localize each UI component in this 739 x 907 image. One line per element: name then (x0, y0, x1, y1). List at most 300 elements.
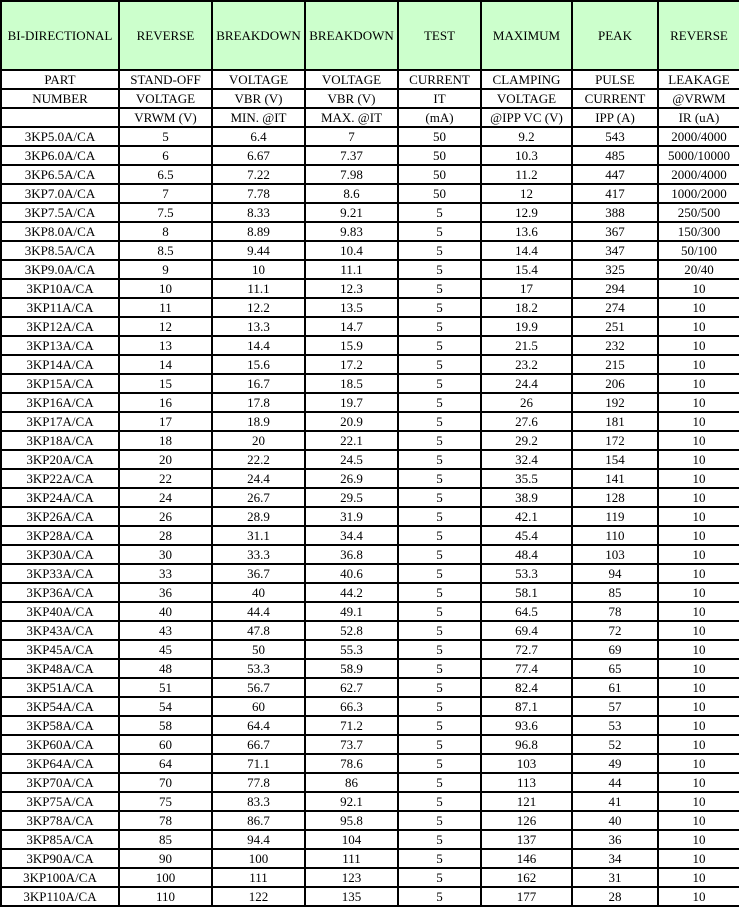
table-row (1, 222, 739, 241)
part-number-cell: 3KP64A/CA (1, 754, 119, 773)
part-number-cell: 3KP6.5A/CA (1, 165, 119, 184)
part-number-cell: 3KP100A/CA (1, 868, 119, 887)
value-cell: 146 (481, 849, 572, 868)
value-cell: 10 (658, 317, 739, 336)
value-cell: 40 (212, 583, 305, 602)
value-cell: 13.6 (481, 222, 572, 241)
value-cell: 71.2 (305, 716, 398, 735)
value-cell: 12.3 (305, 279, 398, 298)
part-number-cell: 3KP20A/CA (1, 450, 119, 469)
sub-header-cell: VOLTAGE (481, 89, 572, 108)
value-cell: 8.33 (212, 203, 305, 222)
table-row (1, 564, 739, 583)
table-row (1, 203, 739, 222)
value-cell: 15.9 (305, 336, 398, 355)
value-cell: 10 (658, 488, 739, 507)
value-cell: 56.7 (212, 678, 305, 697)
value-cell: 18 (119, 431, 212, 450)
value-cell: 10 (658, 298, 739, 317)
value-cell: 35.5 (481, 469, 572, 488)
value-cell: 294 (572, 279, 658, 298)
value-cell: 7.22 (212, 165, 305, 184)
value-cell: 86.7 (212, 811, 305, 830)
value-cell: 90 (119, 849, 212, 868)
sub-header-cell: LEAKAGE (658, 70, 739, 89)
table-body (1, 127, 739, 906)
table-row (1, 355, 739, 374)
value-cell: 251 (572, 317, 658, 336)
value-cell: 150/300 (658, 222, 739, 241)
value-cell: 8 (119, 222, 212, 241)
value-cell: 58.9 (305, 659, 398, 678)
value-cell: 177 (481, 887, 572, 906)
value-cell: 20.9 (305, 412, 398, 431)
value-cell: 48.4 (481, 545, 572, 564)
value-cell: 5 (398, 203, 481, 222)
value-cell: 50/100 (658, 241, 739, 260)
value-cell: 6 (119, 146, 212, 165)
part-number-cell: 3KP30A/CA (1, 545, 119, 564)
value-cell: 10 (658, 773, 739, 792)
table-row (1, 488, 739, 507)
value-cell: 24.4 (481, 374, 572, 393)
value-cell: 42.1 (481, 507, 572, 526)
value-cell: 10 (658, 279, 739, 298)
value-cell: 14.7 (305, 317, 398, 336)
sub-header-cell: MAX. @IT (305, 108, 398, 127)
value-cell: 28 (572, 887, 658, 906)
value-cell: 8.5 (119, 241, 212, 260)
value-cell: 64.4 (212, 716, 305, 735)
value-cell: 8.6 (305, 184, 398, 203)
value-cell: 5 (398, 355, 481, 374)
table-row (1, 602, 739, 621)
value-cell: 100 (119, 868, 212, 887)
value-cell: 20 (119, 450, 212, 469)
value-cell: 128 (572, 488, 658, 507)
value-cell: 10 (658, 355, 739, 374)
group-header-cell: PEAK (572, 1, 658, 70)
value-cell: 5 (398, 317, 481, 336)
part-number-cell: 3KP18A/CA (1, 431, 119, 450)
value-cell: 36 (119, 583, 212, 602)
value-cell: 104 (305, 830, 398, 849)
value-cell: 34 (572, 849, 658, 868)
value-cell: 9.21 (305, 203, 398, 222)
value-cell: 30 (119, 545, 212, 564)
group-header-cell: TEST (398, 1, 481, 70)
value-cell: 100 (212, 849, 305, 868)
part-number-cell: 3KP85A/CA (1, 830, 119, 849)
value-cell: 5 (398, 393, 481, 412)
value-cell: 162 (481, 868, 572, 887)
value-cell: 50 (398, 184, 481, 203)
part-number-cell: 3KP24A/CA (1, 488, 119, 507)
value-cell: 87.1 (481, 697, 572, 716)
value-cell: 122 (212, 887, 305, 906)
table-row (1, 241, 739, 260)
value-cell: 10 (658, 697, 739, 716)
sub-header-row (1, 89, 739, 108)
value-cell: 5 (398, 374, 481, 393)
value-cell: 83.3 (212, 792, 305, 811)
part-number-cell: 3KP15A/CA (1, 374, 119, 393)
value-cell: 274 (572, 298, 658, 317)
sub-header-row (1, 70, 739, 89)
value-cell: 23.2 (481, 355, 572, 374)
value-cell: 7 (305, 127, 398, 146)
value-cell: 49 (572, 754, 658, 773)
value-cell: 10 (658, 830, 739, 849)
table-row (1, 545, 739, 564)
value-cell: 11 (119, 298, 212, 317)
value-cell: 5 (398, 887, 481, 906)
value-cell: 31.1 (212, 526, 305, 545)
part-number-cell: 3KP17A/CA (1, 412, 119, 431)
part-number-cell: 3KP110A/CA (1, 887, 119, 906)
sub-header-cell: VOLTAGE (305, 70, 398, 89)
value-cell: 2000/4000 (658, 165, 739, 184)
sub-header-cell: VOLTAGE (212, 70, 305, 89)
part-number-cell: 3KP5.0A/CA (1, 127, 119, 146)
table-row (1, 868, 739, 887)
value-cell: 10 (658, 507, 739, 526)
value-cell: 15 (119, 374, 212, 393)
value-cell: 5 (398, 279, 481, 298)
table-row (1, 165, 739, 184)
value-cell: 48 (119, 659, 212, 678)
value-cell: 7.78 (212, 184, 305, 203)
value-cell: 10 (658, 393, 739, 412)
value-cell: 110 (572, 526, 658, 545)
value-cell: 16.7 (212, 374, 305, 393)
value-cell: 92.1 (305, 792, 398, 811)
value-cell: 13 (119, 336, 212, 355)
value-cell: 5 (398, 830, 481, 849)
value-cell: 215 (572, 355, 658, 374)
part-number-cell: 3KP14A/CA (1, 355, 119, 374)
value-cell: 5 (398, 678, 481, 697)
table-row (1, 336, 739, 355)
value-cell: 367 (572, 222, 658, 241)
part-number-cell: 3KP78A/CA (1, 811, 119, 830)
value-cell: 10 (658, 450, 739, 469)
value-cell: 52 (572, 735, 658, 754)
table-row (1, 716, 739, 735)
value-cell: 12.9 (481, 203, 572, 222)
value-cell: 485 (572, 146, 658, 165)
value-cell: 5 (398, 431, 481, 450)
value-cell: 103 (481, 754, 572, 773)
value-cell: 85 (119, 830, 212, 849)
value-cell: 6.67 (212, 146, 305, 165)
value-cell: 9 (119, 260, 212, 279)
value-cell: 141 (572, 469, 658, 488)
value-cell: 13.5 (305, 298, 398, 317)
sub-header-cell: CLAMPING (481, 70, 572, 89)
value-cell: 388 (572, 203, 658, 222)
value-cell: 29.5 (305, 488, 398, 507)
group-header-cell: REVERSE (658, 1, 739, 70)
value-cell: 43 (119, 621, 212, 640)
value-cell: 9.44 (212, 241, 305, 260)
sub-header-cell: IT (398, 89, 481, 108)
value-cell: 8.89 (212, 222, 305, 241)
value-cell: 55.3 (305, 640, 398, 659)
value-cell: 26 (119, 507, 212, 526)
value-cell: 41 (572, 792, 658, 811)
value-cell: 16 (119, 393, 212, 412)
value-cell: 5 (398, 450, 481, 469)
value-cell: 85 (572, 583, 658, 602)
table-row (1, 640, 739, 659)
group-header-row (1, 1, 739, 70)
part-number-cell: 3KP70A/CA (1, 773, 119, 792)
sub-header-cell (1, 108, 119, 127)
sub-header-cell: VBR (V) (212, 89, 305, 108)
table-row (1, 583, 739, 602)
value-cell: 12.2 (212, 298, 305, 317)
table-row (1, 621, 739, 640)
value-cell: 86 (305, 773, 398, 792)
table-row (1, 450, 739, 469)
value-cell: 137 (481, 830, 572, 849)
value-cell: 24.4 (212, 469, 305, 488)
value-cell: 543 (572, 127, 658, 146)
part-number-cell: 3KP8.0A/CA (1, 222, 119, 241)
value-cell: 9.2 (481, 127, 572, 146)
value-cell: 75 (119, 792, 212, 811)
value-cell: 5 (398, 583, 481, 602)
value-cell: 7.37 (305, 146, 398, 165)
value-cell: 10 (658, 526, 739, 545)
table-row (1, 887, 739, 906)
value-cell: 1000/2000 (658, 184, 739, 203)
value-cell: 5 (398, 602, 481, 621)
value-cell: 57 (572, 697, 658, 716)
value-cell: 5 (398, 849, 481, 868)
value-cell: 10 (658, 754, 739, 773)
table-row (1, 279, 739, 298)
value-cell: 32.4 (481, 450, 572, 469)
value-cell: 31.9 (305, 507, 398, 526)
part-number-cell: 3KP58A/CA (1, 716, 119, 735)
value-cell: 26.9 (305, 469, 398, 488)
group-header-cell: REVERSE (119, 1, 212, 70)
value-cell: 14.4 (481, 241, 572, 260)
value-cell: 36.8 (305, 545, 398, 564)
value-cell: 7.98 (305, 165, 398, 184)
value-cell: 10 (658, 811, 739, 830)
value-cell: 181 (572, 412, 658, 431)
sub-header-cell: MIN. @IT (212, 108, 305, 127)
table-row (1, 374, 739, 393)
value-cell: 5 (398, 868, 481, 887)
value-cell: 77.8 (212, 773, 305, 792)
part-number-cell: 3KP90A/CA (1, 849, 119, 868)
value-cell: 10 (658, 602, 739, 621)
value-cell: 123 (305, 868, 398, 887)
sub-header-cell: CURRENT (572, 89, 658, 108)
sub-header-cell: VOLTAGE (119, 89, 212, 108)
sub-header-cell: (mA) (398, 108, 481, 127)
table-header (1, 1, 739, 127)
table-row (1, 678, 739, 697)
value-cell: 45.4 (481, 526, 572, 545)
value-cell: 73.7 (305, 735, 398, 754)
part-number-cell: 3KP10A/CA (1, 279, 119, 298)
value-cell: 232 (572, 336, 658, 355)
value-cell: 93.6 (481, 716, 572, 735)
group-header-cell: BI-DIRECTIONAL (1, 1, 119, 70)
value-cell: 5 (398, 336, 481, 355)
table-row (1, 127, 739, 146)
table-row (1, 507, 739, 526)
value-cell: 61 (572, 678, 658, 697)
value-cell: 5 (398, 526, 481, 545)
value-cell: 22 (119, 469, 212, 488)
value-cell: 5 (398, 222, 481, 241)
part-number-cell: 3KP40A/CA (1, 602, 119, 621)
value-cell: 5 (398, 469, 481, 488)
part-number-cell: 3KP26A/CA (1, 507, 119, 526)
table-row (1, 469, 739, 488)
value-cell: 5 (398, 659, 481, 678)
value-cell: 5 (398, 792, 481, 811)
sub-header-cell: PULSE (572, 70, 658, 89)
value-cell: 10 (658, 621, 739, 640)
part-number-cell: 3KP16A/CA (1, 393, 119, 412)
value-cell: 72 (572, 621, 658, 640)
value-cell: 94.4 (212, 830, 305, 849)
value-cell: 10 (658, 469, 739, 488)
value-cell: 95.8 (305, 811, 398, 830)
value-cell: 78 (119, 811, 212, 830)
value-cell: 2000/4000 (658, 127, 739, 146)
table-row (1, 184, 739, 203)
value-cell: 50 (398, 165, 481, 184)
sub-header-cell: STAND-OFF (119, 70, 212, 89)
value-cell: 5 (398, 241, 481, 260)
value-cell: 44.4 (212, 602, 305, 621)
part-number-cell: 3KP7.5A/CA (1, 203, 119, 222)
table-row (1, 659, 739, 678)
value-cell: 10 (658, 564, 739, 583)
value-cell: 10.3 (481, 146, 572, 165)
value-cell: 5 (398, 640, 481, 659)
value-cell: 22.1 (305, 431, 398, 450)
value-cell: 10 (658, 849, 739, 868)
value-cell: 96.8 (481, 735, 572, 754)
value-cell: 447 (572, 165, 658, 184)
value-cell: 5 (398, 754, 481, 773)
sub-header-cell: IPP (A) (572, 108, 658, 127)
table-row (1, 526, 739, 545)
value-cell: 64 (119, 754, 212, 773)
value-cell: 10 (658, 735, 739, 754)
value-cell: 10 (658, 678, 739, 697)
sub-header-cell: IR (uA) (658, 108, 739, 127)
value-cell: 121 (481, 792, 572, 811)
value-cell: 12 (119, 317, 212, 336)
value-cell: 5000/10000 (658, 146, 739, 165)
value-cell: 53.3 (481, 564, 572, 583)
value-cell: 47.8 (212, 621, 305, 640)
value-cell: 58.1 (481, 583, 572, 602)
value-cell: 22.2 (212, 450, 305, 469)
value-cell: 5 (398, 811, 481, 830)
part-number-cell: 3KP51A/CA (1, 678, 119, 697)
value-cell: 20/40 (658, 260, 739, 279)
value-cell: 111 (212, 868, 305, 887)
value-cell: 40.6 (305, 564, 398, 583)
value-cell: 17.2 (305, 355, 398, 374)
value-cell: 172 (572, 431, 658, 450)
value-cell: 18.5 (305, 374, 398, 393)
value-cell: 347 (572, 241, 658, 260)
table-row (1, 849, 739, 868)
value-cell: 10 (658, 792, 739, 811)
table-row (1, 146, 739, 165)
value-cell: 12 (481, 184, 572, 203)
part-number-cell: 3KP45A/CA (1, 640, 119, 659)
part-number-cell: 3KP48A/CA (1, 659, 119, 678)
value-cell: 5 (398, 621, 481, 640)
value-cell: 28.9 (212, 507, 305, 526)
part-number-cell: 3KP54A/CA (1, 697, 119, 716)
value-cell: 5 (398, 735, 481, 754)
value-cell: 33 (119, 564, 212, 583)
value-cell: 24 (119, 488, 212, 507)
value-cell: 62.7 (305, 678, 398, 697)
sub-header-row (1, 108, 739, 127)
value-cell: 17 (119, 412, 212, 431)
value-cell: 82.4 (481, 678, 572, 697)
table-row (1, 792, 739, 811)
value-cell: 5 (398, 298, 481, 317)
value-cell: 10 (658, 431, 739, 450)
part-number-cell: 3KP9.0A/CA (1, 260, 119, 279)
value-cell: 5 (398, 697, 481, 716)
value-cell: 5 (398, 773, 481, 792)
table-row (1, 317, 739, 336)
value-cell: 50 (212, 640, 305, 659)
value-cell: 58 (119, 716, 212, 735)
value-cell: 45 (119, 640, 212, 659)
table-row (1, 735, 739, 754)
value-cell: 11.1 (212, 279, 305, 298)
group-header-cell: BREAKDOWN (305, 1, 398, 70)
value-cell: 33.3 (212, 545, 305, 564)
value-cell: 36.7 (212, 564, 305, 583)
value-cell: 60 (212, 697, 305, 716)
value-cell: 18.9 (212, 412, 305, 431)
value-cell: 10 (658, 374, 739, 393)
value-cell: 110 (119, 887, 212, 906)
sub-header-cell: NUMBER (1, 89, 119, 108)
value-cell: 69 (572, 640, 658, 659)
value-cell: 52.8 (305, 621, 398, 640)
group-header-cell: BREAKDOWN (212, 1, 305, 70)
table-row (1, 298, 739, 317)
value-cell: 24.5 (305, 450, 398, 469)
value-cell: 11.1 (305, 260, 398, 279)
value-cell: 44.2 (305, 583, 398, 602)
value-cell: 325 (572, 260, 658, 279)
value-cell: 31 (572, 868, 658, 887)
value-cell: 64.5 (481, 602, 572, 621)
value-cell: 71.1 (212, 754, 305, 773)
